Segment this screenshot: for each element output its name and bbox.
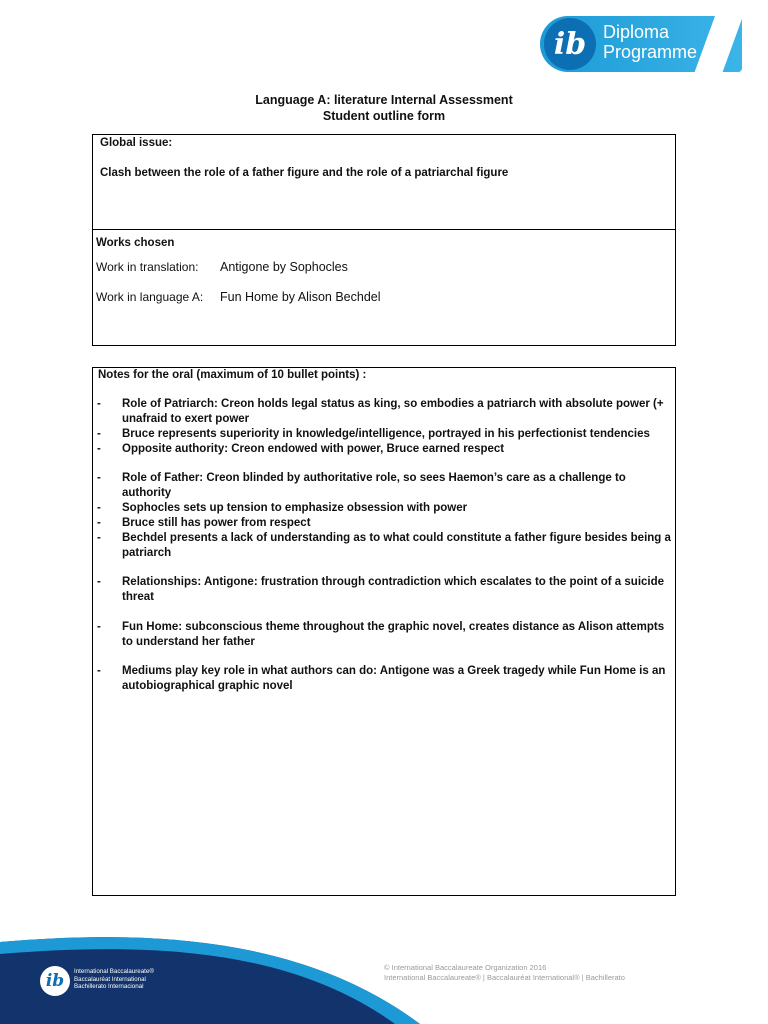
org-name-en: International Baccalaureate® (74, 968, 154, 975)
bullet-text: Fun Home: subconscious theme throughout the graphic novel, creates distance as Alison attempts to understand her father (122, 621, 665, 648)
oral-notes-box (92, 367, 676, 896)
bullet-dash: - (97, 443, 101, 455)
bullet-text: Mediums play key role in what authors can do: Antigone was a Greek tragedy while Fun Home is an autobiographical graphic novel (122, 665, 666, 692)
diploma-programme-logo-text (603, 22, 697, 62)
org-name-es: Bachillerato Internacional (74, 983, 144, 990)
global-issue-text: Clash between the role of a father figure and the role of a patriarchal figure (100, 167, 509, 179)
org-name-fr: Baccalauréat International (74, 975, 146, 983)
bullet-text: Bruce still has power from respect (122, 517, 311, 529)
bullet-dash: - (97, 665, 101, 677)
bullet-dash: - (97, 517, 101, 529)
work-language-value: Fun Home by Alison Bechdel (220, 290, 381, 304)
bullet-text: Relationships: Antigone: frustration through contradiction which escalates to the point of a suicide threat (122, 576, 665, 603)
page-subtitle: Student outline form (322, 109, 446, 123)
global-issue-works-box (92, 134, 676, 346)
bullet-dash: - (97, 428, 101, 440)
bullet-text: Bruce represents superiority in knowledge/intelligence, portrayed in his perfectionist tendencies (122, 428, 650, 440)
work-translation-value: Antigone by Sophocles (220, 260, 348, 274)
works-chosen-label: Works chosen (96, 237, 175, 249)
notes-title: Notes for the oral (maximum of 10 bullet points) : (98, 369, 367, 381)
work-translation-label: Work in translation: (96, 260, 199, 274)
global-issue-label: Global issue: (100, 137, 173, 149)
logo-line-2: Programme (603, 42, 698, 62)
bullet-text: Role of Father: Creon blinded by authoritative role, so sees Haemon’s care as a challenge to authority (122, 472, 626, 499)
logo-line-1: Diploma (603, 22, 670, 42)
footer-org-names (74, 968, 154, 991)
footer-ib-logo-icon: ib (40, 966, 70, 996)
bullet-dash: - (97, 398, 101, 410)
box-divider (93, 229, 675, 230)
bullet-text: Role of Patriarch: Creon holds legal status as king, so embodies a patriarch with absolute power (+ unafraid to exert power (122, 398, 664, 425)
bullet-dash: - (97, 502, 101, 514)
footer-copyright (384, 963, 625, 983)
work-language-label: Work in language A: (96, 290, 204, 304)
bullet-dash: - (97, 472, 101, 484)
bullet-dash: - (97, 576, 101, 588)
bullet-text: Bechdel presents a lack of understanding as to what could constitute a father figure besides being a patriarch (122, 532, 671, 559)
bullet-dash: - (97, 621, 101, 633)
bullet-text: Opposite authority: Creon endowed with power, Bruce earned respect (122, 443, 505, 455)
trademarks-line: International Baccalaureate® | Baccalauréat International® | Bachillerato (384, 973, 625, 982)
page-title: Language A: literature Internal Assessment (255, 93, 513, 107)
copyright-line: © International Baccalaureate Organization 2016 (384, 963, 547, 972)
bullet-text: Sophocles sets up tension to emphasize obsession with power (122, 502, 468, 514)
ib-logo-icon: ib (544, 18, 596, 70)
bullet-dash: - (97, 532, 101, 544)
